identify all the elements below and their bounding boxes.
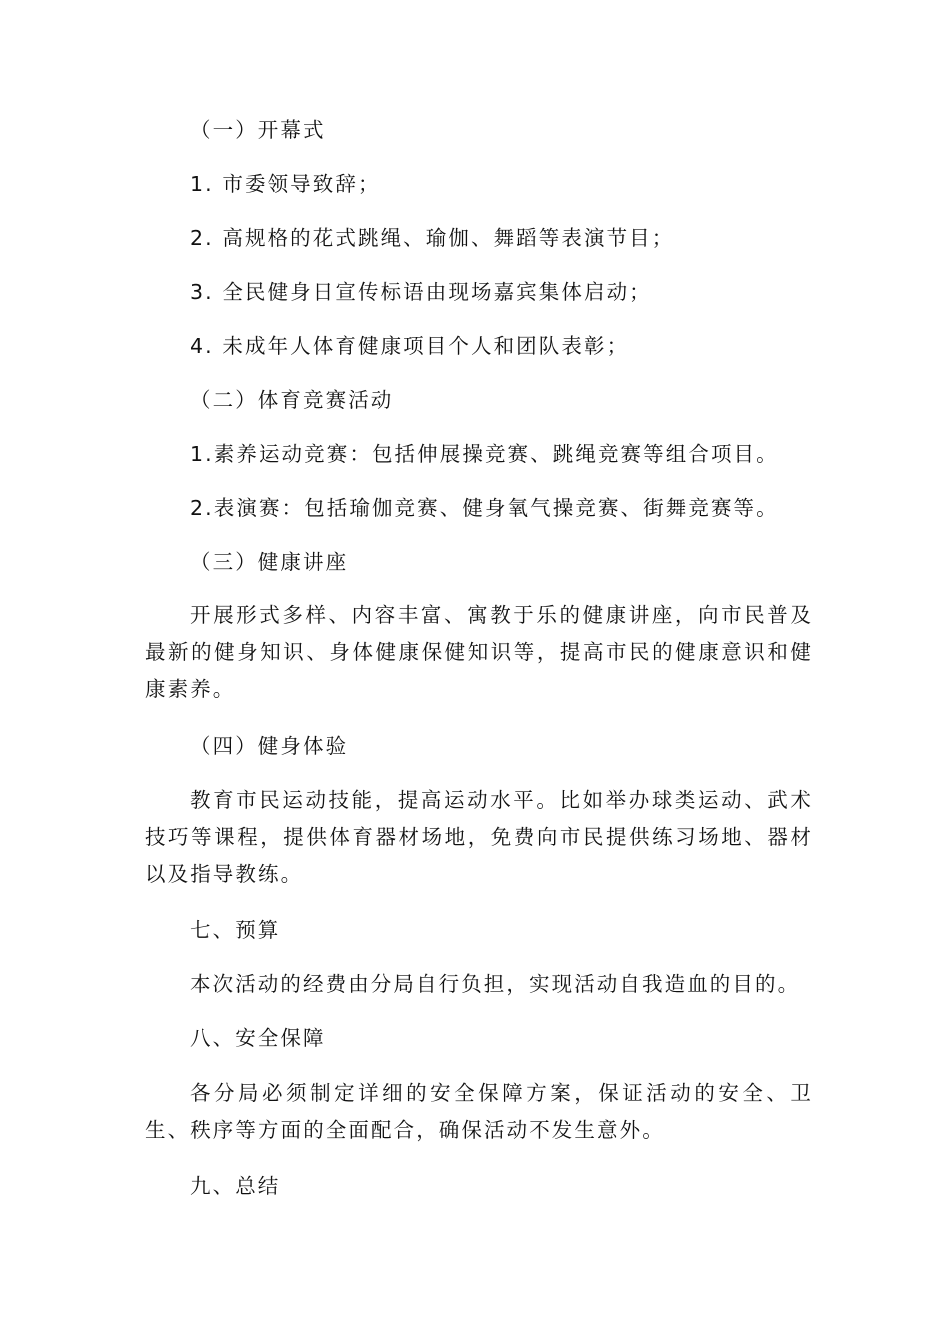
- summary-heading: 九、总结: [190, 1174, 281, 1198]
- opening-item-2: 2. 高规格的花式跳绳、瑜伽、舞蹈等表演节目；: [190, 226, 675, 250]
- experience-paragraph: 教育市民运动技能，提高运动水平。比如举办球类运动、武术技巧等课程，提供体育器材场地，免费向市民提供练习场地、器材以及指导教练。: [145, 788, 813, 886]
- competition-item-1: 1.素养运动竞赛：包括伸展操竞赛、跳绳竞赛等组合项目。: [190, 442, 779, 466]
- opening-heading: （一）开幕式: [190, 118, 326, 142]
- experience-heading: （四）健身体验: [190, 734, 349, 758]
- lecture-paragraph: 开展形式多样、内容丰富、寓教于乐的健康讲座，向市民普及最新的健身知识、身体健康保健知识等，提高市民的健康意识和健康素养。: [145, 603, 813, 701]
- safety-heading: 八、安全保障: [190, 1026, 326, 1050]
- safety-paragraph: 各分局必须制定详细的安全保障方案，保证活动的安全、卫生、秩序等方面的全面配合，确保活动不发生意外。: [145, 1081, 813, 1142]
- opening-item-4: 4. 未成年人体育健康项目个人和团队表彰；: [190, 334, 630, 358]
- competition-heading: （二）体育竞赛活动: [190, 388, 394, 412]
- opening-item-1: 1. 市委领导致辞；: [190, 172, 381, 196]
- lecture-heading: （三）健康讲座: [190, 550, 349, 574]
- budget-heading: 七、预算: [190, 918, 281, 942]
- opening-item-3: 3. 全民健身日宣传标语由现场嘉宾集体启动；: [190, 280, 652, 304]
- budget-paragraph: 本次活动的经费由分局自行负担，实现活动自我造血的目的。: [190, 972, 801, 996]
- competition-item-2: 2.表演赛：包括瑜伽竞赛、健身氧气操竞赛、街舞竞赛等。: [190, 496, 779, 520]
